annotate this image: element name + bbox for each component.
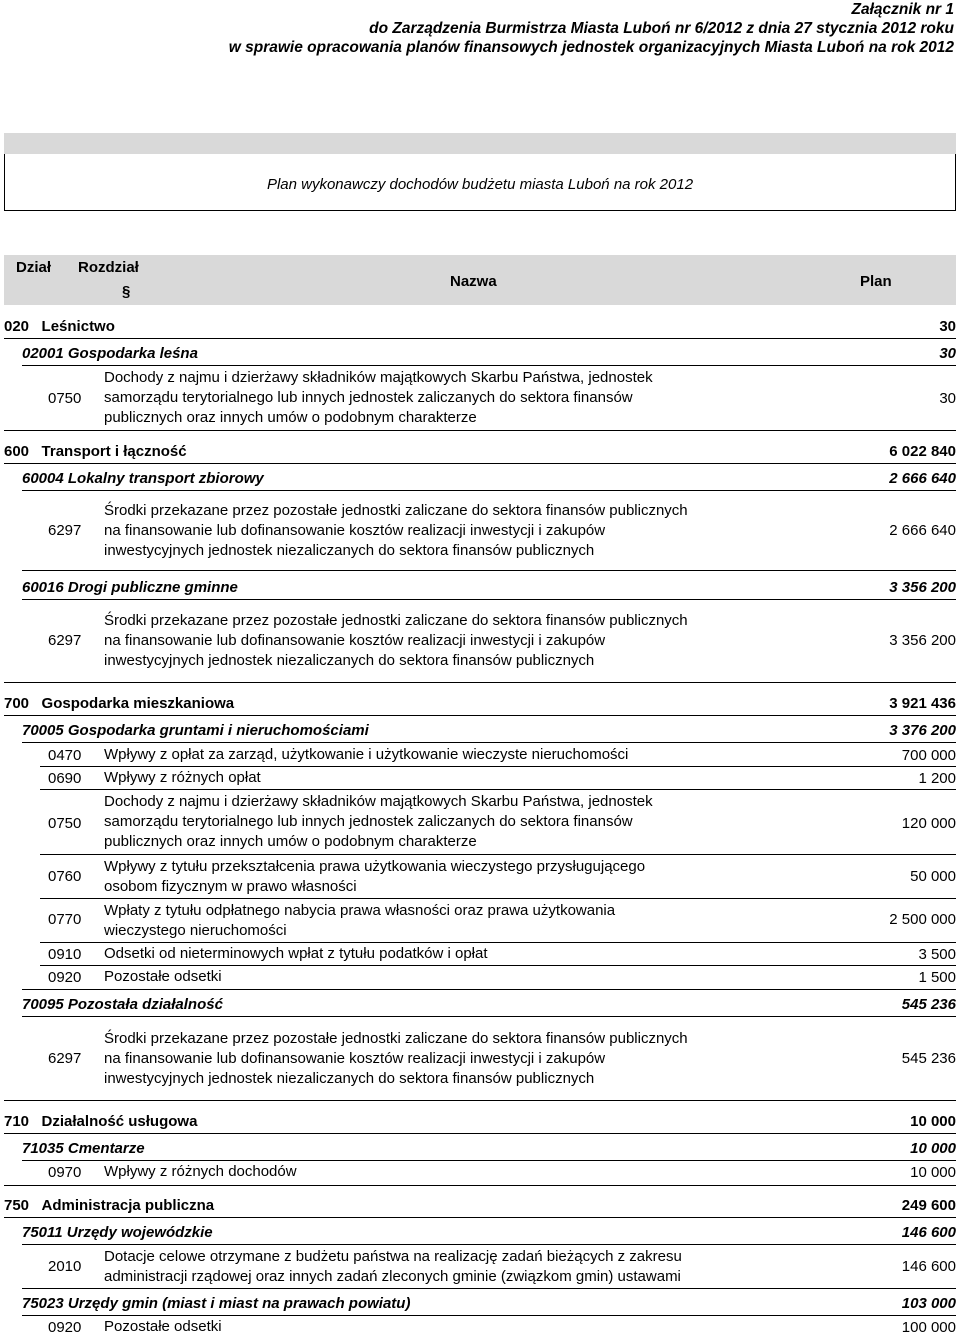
paragraph-code: 0920 xyxy=(48,969,82,986)
paragraph-value: 146 600 xyxy=(901,1258,956,1275)
paragraph-value: 3 356 200 xyxy=(889,632,956,649)
rozdzial-value: 103 000 xyxy=(901,1295,956,1312)
paragraph-value: 2 500 000 xyxy=(889,911,956,928)
paragraph-value: 545 236 xyxy=(901,1050,956,1067)
page-title: Plan wykonawczy dochodów budżetu miasta Luboń na rok 2012 xyxy=(266,176,694,193)
column-nazwa: Nazwa xyxy=(450,273,497,290)
dzial-row: 710 Działalność usługowa xyxy=(4,1113,198,1130)
dzial-value: 30 xyxy=(939,318,956,335)
paragraph-code: 6297 xyxy=(48,522,82,539)
title-box xyxy=(4,133,956,211)
column-rozdzial: Rozdział xyxy=(78,259,139,276)
paragraph-description: Wpływy z różnych opłat xyxy=(104,769,261,786)
paragraph-code: 0970 xyxy=(48,1164,82,1181)
rozdzial-row: 60004 Lokalny transport zbiorowy xyxy=(22,470,264,487)
paragraph-description: Pozostałe odsetki xyxy=(104,1318,222,1335)
rozdzial-value: 2 666 640 xyxy=(889,470,956,487)
rozdzial-row: 75023 Urzędy gmin (miast i miast na prawach powiatu) xyxy=(22,1295,411,1312)
dzial-row: 750 Administracja publiczna xyxy=(4,1197,215,1214)
dzial-value: 249 600 xyxy=(901,1197,956,1214)
paragraph-description: Dochody z najmu i dzierżawy składników majątkowych Skarbu Państwa, jednostek samorządu terytorialnego lub innych jednostek zaliczanych do sektora finansów publicznych oraz innych umów o podobnym charakterze xyxy=(104,793,653,850)
column-header xyxy=(4,255,956,305)
rozdzial-row: 70005 Gospodarka gruntami i nieruchomościami xyxy=(22,722,369,739)
paragraph-code: 0690 xyxy=(48,770,82,787)
rozdzial-row: 02001 Gospodarka leśna xyxy=(22,345,198,362)
ordinance-subject: w sprawie opracowania planów finansowych jednostek organizacyjnych Miasta Luboń na rok 2012 xyxy=(228,39,954,56)
rozdzial-value: 3 356 200 xyxy=(889,579,956,596)
rozdzial-row: 60016 Drogi publiczne gminne xyxy=(22,579,238,596)
rozdzial-value: 545 236 xyxy=(901,996,956,1013)
paragraph-description: Dochody z najmu i dzierżawy składników majątkowych Skarbu Państwa, jednostek samorządu terytorialnego lub innych jednostek zaliczanych do sektora finansów publicznych oraz innych umów o podobnym charakterze xyxy=(104,369,653,426)
paragraph-code: 0750 xyxy=(48,815,82,832)
rozdzial-row: 71035 Cmentarze xyxy=(22,1140,145,1157)
paragraph-value: 30 xyxy=(939,390,956,407)
paragraph-description: Środki przekazane przez pozostałe jednostki zaliczane do sektora finansów publicznych na finansowanie lub dofinansowanie kosztów realizacji inwestycji i zakupów inwestycyjnych jednostek niezaliczanych do sektora finansów publicznych xyxy=(104,612,688,669)
paragraph-value: 100 000 xyxy=(901,1319,956,1336)
paragraph-description: Pozostałe odsetki xyxy=(104,968,222,985)
paragraph-code: 2010 xyxy=(48,1258,82,1275)
column-dzial: Dział xyxy=(16,259,52,276)
paragraph-value: 120 000 xyxy=(901,815,956,832)
paragraph-code: 6297 xyxy=(48,632,82,649)
paragraph-description: Dotacje celowe otrzymane z budżetu państwa na realizację zadań bieżących z zakresu administracji rządowej oraz innych zadań zleconych gminie (związkom gmin) ustawami xyxy=(104,1248,682,1285)
paragraph-code: 0770 xyxy=(48,911,82,928)
ordinance-reference: do Zarządzenia Burmistrza Miasta Luboń nr 6/2012 z dnia 27 stycznia 2012 roku xyxy=(369,20,954,37)
paragraph-code: 0920 xyxy=(48,1319,82,1336)
paragraph-code: 0470 xyxy=(48,747,82,764)
paragraph-value: 700 000 xyxy=(901,747,956,764)
paragraph-value: 1 200 xyxy=(918,770,956,787)
column-paragraph: § xyxy=(122,283,131,300)
column-plan: Plan xyxy=(860,273,892,290)
paragraph-value: 3 500 xyxy=(918,946,956,963)
rozdzial-value: 10 000 xyxy=(910,1140,956,1157)
paragraph-value: 1 500 xyxy=(918,969,956,986)
rozdzial-value: 146 600 xyxy=(901,1224,956,1241)
dzial-row: 700 Gospodarka mieszkaniowa xyxy=(4,695,235,712)
paragraph-description: Wpływy z opłat za zarząd, użytkowanie i użytkowanie wieczyste nieruchomości xyxy=(104,746,629,763)
paragraph-value: 10 000 xyxy=(910,1164,956,1181)
paragraph-code: 0760 xyxy=(48,868,82,885)
paragraph-description: Wpływy z różnych dochodów xyxy=(104,1163,297,1180)
rozdzial-value: 30 xyxy=(939,345,956,362)
paragraph-value: 2 666 640 xyxy=(889,522,956,539)
paragraph-description: Środki przekazane przez pozostałe jednostki zaliczane do sektora finansów publicznych na finansowanie lub dofinansowanie kosztów realizacji inwestycji i zakupów inwestycyjnych jednostek niezaliczanych do sektora finansów publicznych xyxy=(104,1030,688,1087)
paragraph-description: Środki przekazane przez pozostałe jednostki zaliczane do sektora finansów publicznych na finansowanie lub dofinansowanie kosztów realizacji inwestycji i zakupów inwestycyjnych jednostek niezaliczanych do sektora finansów publicznych xyxy=(104,502,688,559)
document-header xyxy=(229,0,954,57)
paragraph-code: 0910 xyxy=(48,946,82,963)
annex-number: Załącznik nr 1 xyxy=(851,1,954,18)
dzial-value: 10 000 xyxy=(910,1113,956,1130)
rozdzial-row: 75011 Urzędy wojewódzkie xyxy=(22,1224,213,1241)
dzial-value: 3 921 436 xyxy=(889,695,956,712)
dzial-row: 600 Transport i łączność xyxy=(4,443,187,460)
rozdzial-value: 3 376 200 xyxy=(889,722,956,739)
paragraph-description: Wpływy z tytułu przekształcenia prawa użytkowania wieczystego przysługującego osobom fizycznym w prawo własności xyxy=(104,858,646,895)
paragraph-code: 6297 xyxy=(48,1050,82,1067)
paragraph-code: 0750 xyxy=(48,390,82,407)
paragraph-description: Wpłaty z tytułu odpłatnego nabycia prawa własności oraz prawa użytkowania wieczystego nieruchomości xyxy=(104,902,616,939)
paragraph-description: Odsetki od nieterminowych wpłat z tytułu podatków i opłat xyxy=(104,945,488,962)
dzial-row: 020 Leśnictwo xyxy=(4,318,115,335)
dzial-value: 6 022 840 xyxy=(889,443,956,460)
paragraph-value: 50 000 xyxy=(910,868,956,885)
rozdzial-row: 70095 Pozostała działalność xyxy=(22,996,223,1013)
